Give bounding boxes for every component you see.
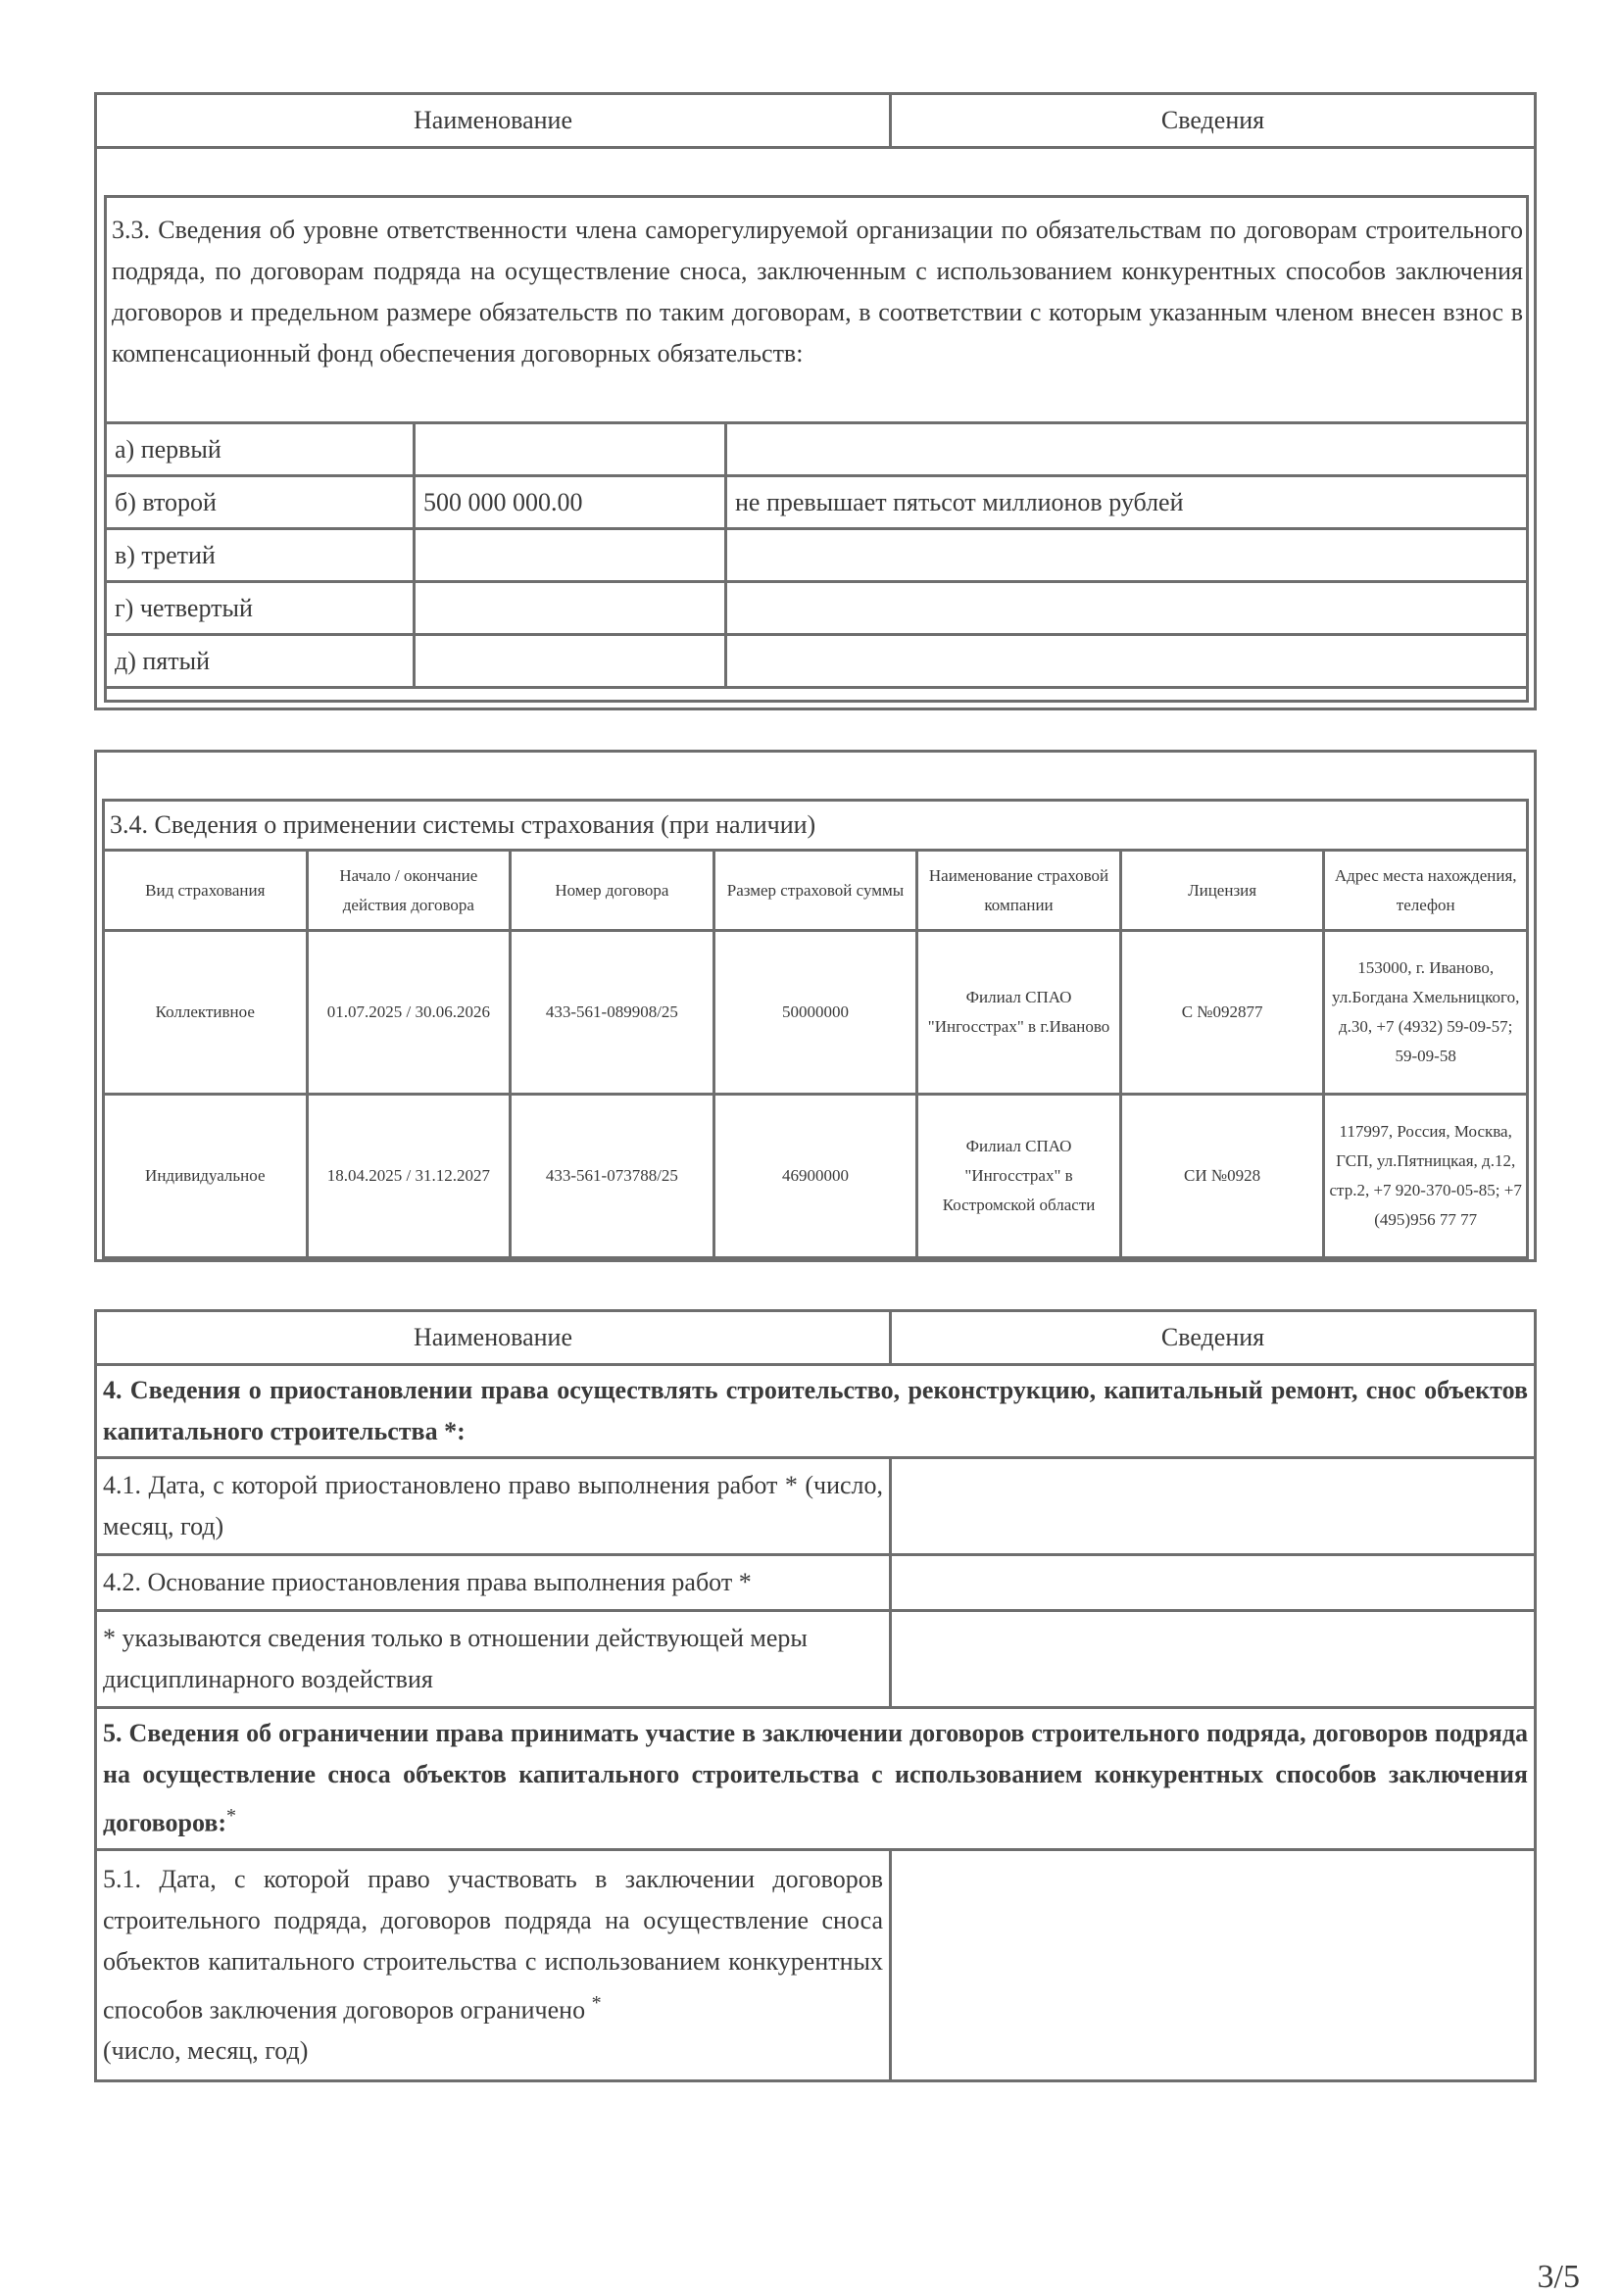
sections-4-5-table	[94, 1309, 1537, 2082]
header-name: Наименование	[96, 94, 891, 148]
insurance-period: 01.07.2025 / 30.06.2026	[307, 931, 511, 1095]
section-5-title-row	[96, 1708, 1536, 1850]
level-row	[106, 423, 1528, 476]
level-row	[106, 582, 1528, 635]
insurance-address: 153000, г. Иваново, ул.Богдана Хмельницкого, д.30, +7 (4932) 59-09-57; 59-09-58	[1324, 931, 1528, 1095]
insurance-address: 117997, Россия, Москва, ГСП, ул.Пятницкая, д.12, стр.2, +7 920-370-05-85; +7 (495)956 77 77	[1324, 1095, 1528, 1258]
header-info: Сведения	[891, 1311, 1536, 1365]
insurance-company: Филиал СПАО "Ингосстрах" в г.Иваново	[917, 931, 1121, 1095]
row-4-2	[96, 1555, 1536, 1611]
row-4-2-label: 4.2. Основание приостановления права выполнения работ *	[96, 1555, 891, 1611]
row-5-1-tail: (число, месяц, год)	[103, 2036, 309, 2066]
header-name: Наименование	[96, 1311, 891, 1365]
level-text	[726, 635, 1528, 688]
insurance-row	[104, 931, 1528, 1095]
section-4-title-row	[96, 1365, 1536, 1458]
row-4-2-value	[891, 1555, 1536, 1611]
level-amount	[415, 582, 726, 635]
col-sum: Размер страховой суммы	[713, 851, 917, 931]
row-4-1	[96, 1458, 1536, 1555]
insurance-license: С №092877	[1120, 931, 1324, 1095]
col-contract-number: Номер договора	[511, 851, 714, 931]
row-5-1-value	[891, 1849, 1536, 2081]
level-label: а) первый	[106, 423, 415, 476]
level-amount: 500 000 000.00	[415, 476, 726, 529]
level-text: не превышает пятьсот миллионов рублей	[726, 476, 1528, 529]
section-5-title-cell	[96, 1708, 1536, 1850]
level-text	[726, 529, 1528, 582]
row-4-1-value	[891, 1458, 1536, 1555]
insurance-sum: 46900000	[713, 1095, 917, 1258]
level-label: в) третий	[106, 529, 415, 582]
row-5-1-star: *	[591, 1991, 602, 2014]
insurance-period: 18.04.2025 / 31.12.2027	[307, 1095, 511, 1258]
row-4-note-label: * указываются сведения только в отношении действующей меры дисциплинарного воздействия	[96, 1611, 891, 1708]
section-5-star: *	[226, 1805, 237, 1827]
section-5-title: 5. Сведения об ограничении права принимать участие в заключении договоров строительного подряда, договоров подряда на осуществление сноса объектов капитального строительства с использованием конкурентных способов заключения договоров:	[103, 1719, 1528, 1837]
insurance-license: СИ №0928	[1120, 1095, 1324, 1258]
level-row	[106, 476, 1528, 529]
section-3-4-title: 3.4. Сведения о применении системы страхования (при наличии)	[110, 810, 816, 839]
level-row	[106, 529, 1528, 582]
insurance-type: Коллективное	[104, 931, 308, 1095]
header-table-1	[94, 92, 1537, 149]
insurance-sum: 50000000	[713, 931, 917, 1095]
insurance-company: Филиал СПАО "Ингосстрах" в Костромской области	[917, 1095, 1121, 1258]
level-label: д) пятый	[106, 635, 415, 688]
row-4-1-label: 4.1. Дата, с которой приостановлено право выполнения работ * (число, месяц, год)	[96, 1458, 891, 1555]
insurance-header-row	[104, 851, 1528, 931]
row-5-1-label-cell	[96, 1849, 891, 2081]
level-label: г) четвертый	[106, 582, 415, 635]
col-period: Начало / окончание действия договора	[307, 851, 511, 931]
header-info: Сведения	[891, 94, 1536, 148]
insurance-contract-number: 433-561-073788/25	[511, 1095, 714, 1258]
page-number: 3/5	[1537, 2259, 1580, 2295]
col-company: Наименование страховой компании	[917, 851, 1121, 931]
level-text	[726, 582, 1528, 635]
level-amount	[415, 635, 726, 688]
level-text	[726, 423, 1528, 476]
row-4-note-value	[891, 1611, 1536, 1708]
responsibility-levels-table	[104, 421, 1529, 689]
insurance-type: Индивидуальное	[104, 1095, 308, 1258]
insurance-row	[104, 1095, 1528, 1258]
level-label: б) второй	[106, 476, 415, 529]
section-3-3-title: 3.3. Сведения об уровне ответственности члена саморегулируемой организации по обязательствам по договорам строительного подряда, по договорам подряда на осуществление сноса, заключенным с использованием конкурентных способов заключения договоров и предельном размере обязательств по таким договорам, в соответствии с которым указанным членом внесен взнос в компенсационный фонд обеспечения договорных обязательств:	[112, 216, 1523, 367]
row-4-note	[96, 1611, 1536, 1708]
row-5-1-label: 5.1. Дата, с которой право участвовать в заключении договоров строительного подряда, договоров подряда на осуществление сноса объектов капитального строительства с использованием конкурентных способов заключения договоров ограничено	[103, 1864, 883, 2025]
col-address: Адрес места нахождения, телефон	[1324, 851, 1528, 931]
col-insurance-type: Вид страхования	[104, 851, 308, 931]
insurance-contract-number: 433-561-089908/25	[511, 931, 714, 1095]
col-license: Лицензия	[1120, 851, 1324, 931]
level-amount	[415, 529, 726, 582]
row-5-1	[96, 1849, 1536, 2081]
level-row	[106, 635, 1528, 688]
section-4-title: 4. Сведения о приостановлении права осуществлять строительство, реконструкцию, капитальный ремонт, снос объектов капитального строительства *:	[96, 1365, 1536, 1458]
header-row	[96, 1311, 1536, 1365]
insurance-table	[102, 849, 1529, 1259]
level-amount	[415, 423, 726, 476]
